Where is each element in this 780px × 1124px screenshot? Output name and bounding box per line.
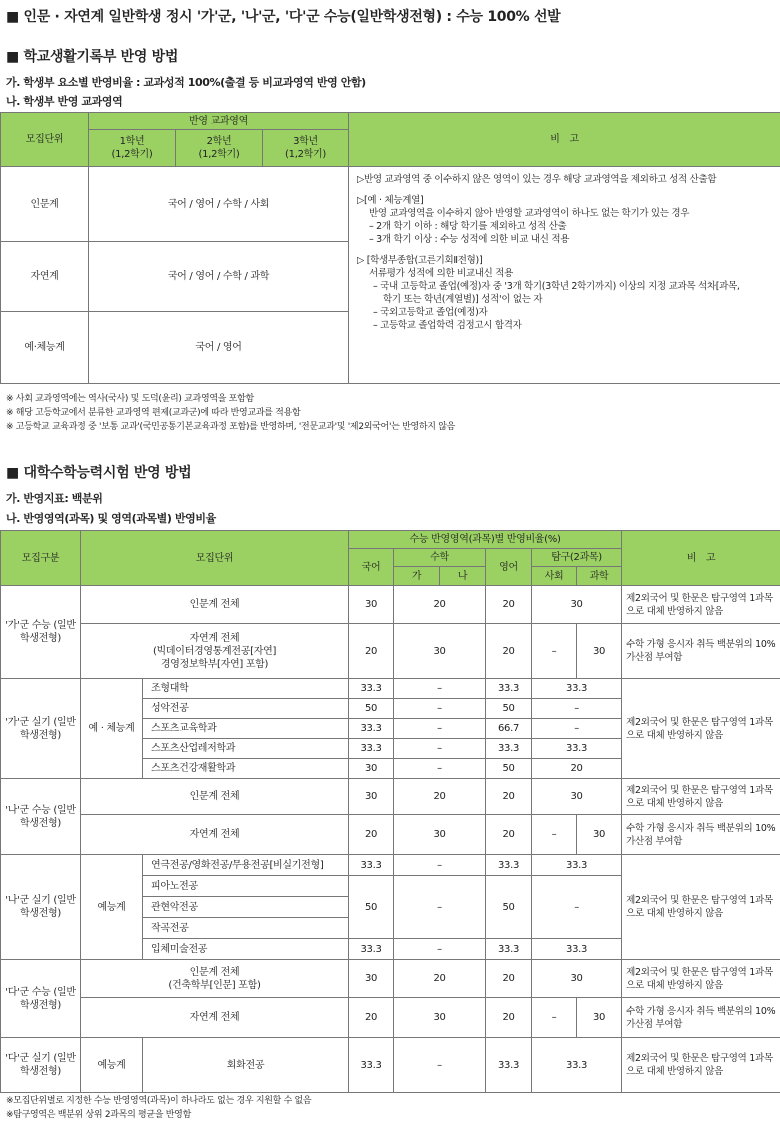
- value-math: 20: [394, 960, 486, 998]
- th-ratio: 수능 반영영역(과목)별 반영비율(%): [349, 531, 622, 549]
- value-korean: 30: [349, 586, 394, 624]
- value-korean: 30: [349, 960, 394, 998]
- group-na-silgi: '나'군 실기 (일반학생전형): [1, 855, 81, 960]
- value-english: 20: [486, 586, 532, 624]
- unit: 관현악전공: [143, 897, 349, 918]
- th-social: 사회: [532, 567, 577, 586]
- remark: 제2외국어 및 한문은 탐구영역 1과목으로 대체 반영하지 않음: [622, 960, 780, 998]
- value-english: 33.3: [486, 679, 532, 699]
- group-na-suneung: '나'군 수능 (일반학생전형): [1, 779, 81, 855]
- value-math: 20: [394, 779, 486, 815]
- section1-item-b: 나. 학생부 반영 교과영역: [6, 95, 123, 108]
- value-social: –: [532, 815, 577, 855]
- value-math: –: [394, 1038, 486, 1093]
- page-title: ■ 인문 · 자연계 일반학생 정시 '가'군, '나'군, '다'군 수능(일반학생전형) : 수능 100% 선발: [6, 9, 561, 25]
- school-record-table: [0, 112, 780, 384]
- unit: 스포츠교육학과: [143, 719, 349, 739]
- division-yeneung: 예능계: [81, 855, 143, 960]
- value-inquiry: –: [532, 876, 622, 939]
- value-korean: 33.3: [349, 739, 394, 759]
- value-english: 33.3: [486, 939, 532, 960]
- remarks-cell: ▷반영 교과영역 중 이수하지 않은 영역이 있는 경우 해당 교과영역을 제외하고 성적 산출함 ▷[예 · 체능계열] 반영 교과영역을 이수하지 않아 반영할 교과영역이 하나도 없는 학기가 있는 경우 – 2개 학기 이하 : 해당 학기를 제외하고 성적 산출 – 3개 학기 이상 : 수능 성적에 의한 비교 내신 적용 ▷ [학생부종합(고른기회Ⅱ전형)] 서류평가 성적에 의한 비교내신 적용 – 국내 고등학교 졸업(예정)자 중 '3개 학기(3학년 2학기까지) 이상의 지정 교과목 석차[과목, 학기 또는 학년(계열별)] 성적'이 없는 자 – 국외고등학교 졸업(예정)자 – 고등학교 졸업학력 검정고시 합격자: [349, 167, 780, 384]
- value-math: –: [394, 699, 486, 719]
- th-inquiry: 탐구(2과목): [532, 549, 622, 567]
- value-math: –: [394, 939, 486, 960]
- th-unit: 모집단위: [1, 113, 89, 167]
- value-english: 20: [486, 815, 532, 855]
- value-english: 33.3: [486, 1038, 532, 1093]
- value-english: 66.7: [486, 719, 532, 739]
- section2-notes: ※모집단위별로 지정한 수능 반영영역(과목)이 하나라도 없는 경우 지원할 수 없음 ※탐구영역은 백분위 상위 2과목의 평균을 반영함: [6, 1096, 312, 1120]
- division-yeneung: 예능계: [81, 1038, 143, 1093]
- section2-item-a: 가. 반영지표: 백분위: [6, 492, 103, 505]
- group-ga-suneung: '가'군 수능 (일반학생전형): [1, 586, 81, 679]
- th-remark2: 비 고: [622, 531, 780, 586]
- value-korean: 50: [349, 699, 394, 719]
- value-korean: 33.3: [349, 855, 394, 876]
- value-math: –: [394, 876, 486, 939]
- group-ga-silgi: '가'군 실기 (일반학생전형): [1, 679, 81, 779]
- th-grade3: 3학년 (1,2학기): [263, 130, 349, 167]
- unit: 인문계 전체: [81, 586, 349, 624]
- remark: 수학 가형 응시자 취득 백분위의 10% 가산점 부여함: [622, 624, 780, 679]
- subjects-natural: 국어 / 영어 / 수학 / 과학: [89, 242, 349, 312]
- value-inquiry: 33.3: [532, 855, 622, 876]
- section1-item-a: 가. 학생부 요소별 반영비율 : 교과성적 100%(출결 등 비교과영역 반영 안함): [6, 76, 366, 89]
- value-inquiry: 33.3: [532, 939, 622, 960]
- value-math: 20: [394, 586, 486, 624]
- value-english: 33.3: [486, 739, 532, 759]
- th-type: 모집구분: [1, 531, 81, 586]
- value-english: 50: [486, 876, 532, 939]
- th-grade1: 1학년 (1,2학기): [89, 130, 176, 167]
- value-inquiry: –: [532, 699, 622, 719]
- subjects-arts: 국어 / 영어: [89, 312, 349, 384]
- unit-arts: 예·체능계: [1, 312, 89, 384]
- unit: 인문계 전체: [81, 779, 349, 815]
- unit: 자연계 전체: [81, 815, 349, 855]
- value-inquiry: 30: [532, 779, 622, 815]
- remark: 제2외국어 및 한문은 탐구영역 1과목으로 대체 반영하지 않음: [622, 855, 780, 960]
- value-science: 30: [577, 998, 622, 1038]
- group-da-silgi: '다'군 실기 (일반학생전형): [1, 1038, 81, 1093]
- unit: 스포츠산업레저학과: [143, 739, 349, 759]
- th-remark: 비 고: [349, 113, 780, 167]
- value-inquiry: 33.3: [532, 679, 622, 699]
- value-english: 20: [486, 998, 532, 1038]
- unit: 자연계 전체 (빅데이터경영통계전공[자연] 경영정보학부[자연] 포함): [81, 624, 349, 679]
- unit: 회화전공: [143, 1038, 349, 1093]
- value-inquiry: 30: [532, 960, 622, 998]
- value-english: 20: [486, 779, 532, 815]
- th-math-ga: 가: [394, 567, 440, 586]
- section1-notes: ※ 사회 교과영역에는 역사(국사) 및 도덕(윤리) 교과영역을 포함함 ※ 해당 고등학교에서 분류한 교과영역 편제(교과군)에 따라 반영교과를 적용함 ※ 고등학교 교육과정 중 '보통 교과'(국민공통기본교육과정 포함)를 반영하며, '전문교과'및 '제2외국어'는 반영하지 않음: [6, 394, 455, 432]
- value-english: 50: [486, 699, 532, 719]
- division-yechae: 예 · 체능계: [81, 679, 143, 779]
- unit: 스포츠건강재활학과: [143, 759, 349, 779]
- th-unit2: 모집단위: [81, 531, 349, 586]
- suneung-table: [0, 530, 780, 1093]
- value-korean: 33.3: [349, 1038, 394, 1093]
- value-korean: 20: [349, 998, 394, 1038]
- th-math-na: 나: [440, 567, 486, 586]
- value-korean: 33.3: [349, 679, 394, 699]
- remark: 수학 가형 응시자 취득 백분위의 10% 가산점 부여함: [622, 998, 780, 1038]
- group-da-suneung: '다'군 수능 (일반학생전형): [1, 960, 81, 1038]
- value-science: 30: [577, 624, 622, 679]
- th-grade2: 2학년 (1,2학기): [176, 130, 263, 167]
- unit: 성악전공: [143, 699, 349, 719]
- value-korean: 50: [349, 876, 394, 939]
- section2-heading: ■ 대학수학능력시험 반영 방법: [6, 465, 192, 481]
- value-korean: 33.3: [349, 939, 394, 960]
- th-area: 반영 교과영역: [89, 113, 349, 130]
- subjects-humanities: 국어 / 영어 / 수학 / 사회: [89, 167, 349, 242]
- unit-humanities: 인문계: [1, 167, 89, 242]
- value-inquiry: 20: [532, 759, 622, 779]
- value-math: –: [394, 739, 486, 759]
- value-social: –: [532, 624, 577, 679]
- remark: 제2외국어 및 한문은 탐구영역 1과목으로 대체 반영하지 않음: [622, 679, 780, 779]
- value-english: 20: [486, 624, 532, 679]
- section2-item-b: 나. 반영영역(과목) 및 영역(과목별) 반영비율: [6, 512, 216, 525]
- value-korean: 30: [349, 759, 394, 779]
- remark: 수학 가형 응시자 취득 백분위의 10% 가산점 부여함: [622, 815, 780, 855]
- th-science: 과학: [577, 567, 622, 586]
- section1-heading: ■ 학교생활기록부 반영 방법: [6, 49, 179, 65]
- value-inquiry: 33.3: [532, 1038, 622, 1093]
- remark: 제2외국어 및 한문은 탐구영역 1과목으로 대체 반영하지 않음: [622, 586, 780, 624]
- value-korean: 30: [349, 779, 394, 815]
- value-inquiry: –: [532, 719, 622, 739]
- th-math: 수학: [394, 549, 486, 567]
- value-korean: 20: [349, 815, 394, 855]
- remark: 제2외국어 및 한문은 탐구영역 1과목으로 대체 반영하지 않음: [622, 1038, 780, 1093]
- value-social: –: [532, 998, 577, 1038]
- value-science: 30: [577, 815, 622, 855]
- th-english: 영어: [486, 549, 532, 586]
- value-math: –: [394, 759, 486, 779]
- value-korean: 33.3: [349, 719, 394, 739]
- remark: 제2외국어 및 한문은 탐구영역 1과목으로 대체 반영하지 않음: [622, 779, 780, 815]
- value-math: –: [394, 719, 486, 739]
- unit: 피아노전공: [143, 876, 349, 897]
- value-math: 30: [394, 815, 486, 855]
- unit: 연극전공/영화전공/무용전공[비실기전형]: [143, 855, 349, 876]
- value-english: 20: [486, 960, 532, 998]
- value-inquiry: 33.3: [532, 739, 622, 759]
- value-inquiry: 30: [532, 586, 622, 624]
- unit: 입체미술전공: [143, 939, 349, 960]
- unit: 자연계 전체: [81, 998, 349, 1038]
- value-korean: 20: [349, 624, 394, 679]
- value-english: 33.3: [486, 855, 532, 876]
- unit: 조형대학: [143, 679, 349, 699]
- unit-natural: 자연계: [1, 242, 89, 312]
- value-math: –: [394, 679, 486, 699]
- value-english: 50: [486, 759, 532, 779]
- value-math: 30: [394, 624, 486, 679]
- value-math: 30: [394, 998, 486, 1038]
- value-math: –: [394, 855, 486, 876]
- unit: 작곡전공: [143, 918, 349, 939]
- unit: 인문계 전체 (건축학부[인문] 포함): [81, 960, 349, 998]
- th-korean: 국어: [349, 549, 394, 586]
